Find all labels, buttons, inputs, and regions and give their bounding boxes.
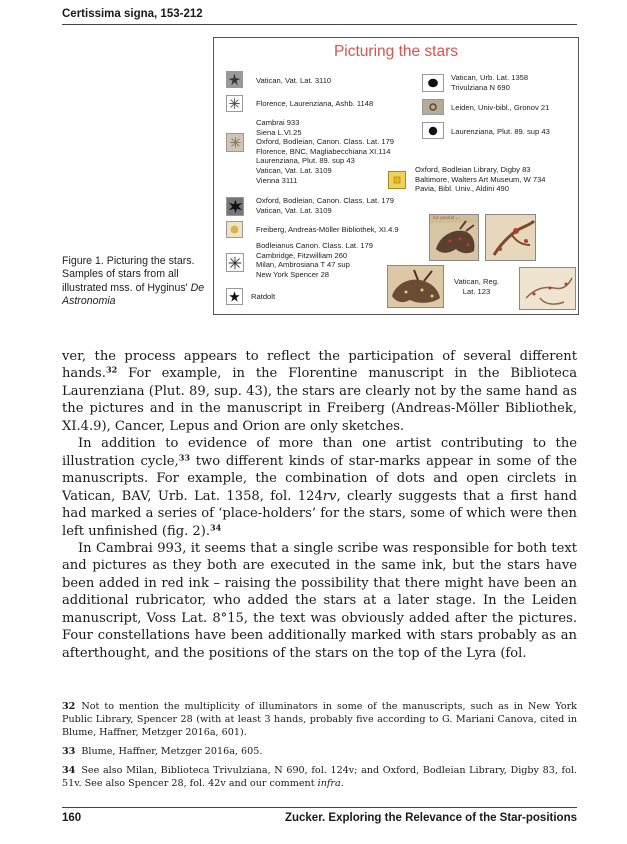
text-run: See also Milan, Biblioteca Trivulziana, N 690, fol. 124v; and Oxford, Bodleian Library, Digby 83, fol. 51v. See also Spencer 28, fol. 42v and our comment xyxy=(62,765,577,789)
text-run: ver, the process appears to reflect the participation of several different hands. xyxy=(62,349,577,382)
thumbnail-inscription: hic ponitur ... xyxy=(433,216,460,221)
manuscript-thumbnail-bull xyxy=(387,265,444,308)
dark-star-icon xyxy=(226,71,243,88)
footnote-number: 34 xyxy=(62,765,76,776)
manuscript-thumbnail-sketch xyxy=(519,267,576,310)
page-number: 160 xyxy=(62,812,82,824)
legend-asterisk-star: Bodleianus Canon. Class. Lat. 179 Cambridge, Fitzwilliam 260 Milan, Ambrosiana T 47 sup New York Spencer 28 xyxy=(256,241,373,279)
legend-dark-star: Vatican, Vat. Lat. 3110 xyxy=(256,76,332,85)
legend-black-star: Oxford, Bodleian, Canon. Class. Lat. 179 Vatican, Vat. Lat. 3109 xyxy=(256,196,395,215)
black-dot-icon xyxy=(422,122,444,139)
running-header: Certissima signa, 153-212 xyxy=(62,8,203,20)
footnote-ref: 33 xyxy=(178,452,191,463)
running-footer: Zucker. Exploring the Relevance of the Star-positions xyxy=(284,812,577,824)
body-paragraph xyxy=(62,435,577,540)
text-run: Blume, Haffner, Metzger 2016a, 605. xyxy=(81,746,263,757)
legend-vatican-reg: Vatican, Reg. Lat. 123 xyxy=(454,277,500,296)
outline-star-icon xyxy=(226,95,243,112)
figure-panel xyxy=(213,37,579,315)
legend-gold-star: Freiberg, Andreas-Möller Bibliothek, XI.4.9 xyxy=(256,225,399,234)
black-blot-icon xyxy=(422,74,444,92)
text-run: . xyxy=(340,778,344,789)
footnote xyxy=(62,745,577,758)
footnote-number: 33 xyxy=(62,746,76,757)
figure-title: Picturing the stars xyxy=(333,43,459,60)
text-run: For example, in the Florentine manuscript in the Biblioteca Laurenziana (Plut. 89, sup. 43), the stars are clearly not by the same hand as the pictures and in the manuscript in Freiberg (Andreas-Möller Bibliothek, XI.4.9), Cancer, Lepus and Orion are only sketches. xyxy=(62,366,577,434)
ratdolt-star-icon xyxy=(226,288,243,305)
yellow-square-icon xyxy=(388,171,406,189)
legend-black-blot: Vatican, Urb. Lat. 1358 Trivulziana N 690 xyxy=(451,73,529,92)
body-paragraph xyxy=(62,540,577,662)
italic-run: rv xyxy=(322,488,337,504)
text-run: In addition to evidence of more than one artist contributing to the illustration cycle, xyxy=(62,436,577,469)
manuscript-thumbnail-figure xyxy=(485,214,536,261)
text-run: Not to mention the multiplicity of illuminators in some of the manuscripts, such as in New York Public Library, Spencer 28 (with at least 3 hands, probably five according to G. Mariani Canova, cited in Blume, Haffner, Metzger 2016a, 601). xyxy=(62,701,577,738)
faint-star-icon xyxy=(226,133,244,152)
body-paragraph xyxy=(62,348,577,435)
legend-brown-circle: Leiden, Univ-bibl., Gronov 21 xyxy=(451,103,550,112)
header-rule xyxy=(62,24,577,25)
figure-caption: Figure 1. Picturing the stars. Samples of stars from all illustrated mss. of Hyginus' De Astronomia xyxy=(62,255,205,308)
text-run: two different kinds of star-marks appear in some of the manuscripts. For example, the combination of dots and open circlets in Vatican, BAV, Urb. Lat. 1358, fol. 124 xyxy=(62,453,577,504)
body-text xyxy=(62,348,577,662)
manuscript-thumbnail-taurus xyxy=(429,214,479,261)
footnote-ref: 34 xyxy=(210,522,222,533)
gold-star-icon xyxy=(226,221,243,238)
footnote-number: 32 xyxy=(62,701,76,712)
footnote-ref: 32 xyxy=(105,365,118,375)
italic-run: infra xyxy=(317,778,341,789)
footnote xyxy=(62,764,577,790)
legend-outline-star: Florence, Laurenziana, Ashb. 1148 xyxy=(256,99,374,108)
legend-yellow-square: Oxford, Bodleian Library, Digby 83 Baltimore, Walters Art Museum, W 734 Pavia, Bibl. Univ., Aldini 490 xyxy=(415,165,546,194)
footer-rule xyxy=(62,807,577,808)
footnotes xyxy=(62,700,577,796)
legend-faint-star: Cambrai 933 Siena L.VI.25 Oxford, Bodleian, Canon. Class. Lat. 179 Florence, BNC, Magliabecchiana XI.114 Laurenziana, Plut. 89. sup 43 Vatican, Vat. Lat. 3109 Vienna 3111 xyxy=(256,118,395,185)
legend-ratdolt-star: Ratdolt xyxy=(251,292,276,301)
black-star-icon xyxy=(226,197,244,216)
legend-black-dot: Laurenziana, Plut. 89. sup 43 xyxy=(451,127,550,136)
text-run: , clearly suggests that a first hand had marked a series of ‘place-holders’ for the stars, some of which were then left unfinished (fig. 2). xyxy=(62,488,577,539)
brown-circle-icon xyxy=(422,99,444,115)
asterisk-star-icon xyxy=(226,253,244,272)
footnote xyxy=(62,700,577,739)
text-run: In Cambrai 993, it seems that a single scribe was responsible for both text and pictures as they both are executed in the same ink, but the stars have been added in red ink – raising the possibility that there might have been an additional rubricator, who added the stars at a later stage. In the Leiden manuscript, Voss Lat. 8°15, the text was obviously added after the pictures. Four constellations have been additionally marked with stars probably as an afterthought, and the positions of the stars on the top of the Lyra (fol. xyxy=(62,540,577,661)
